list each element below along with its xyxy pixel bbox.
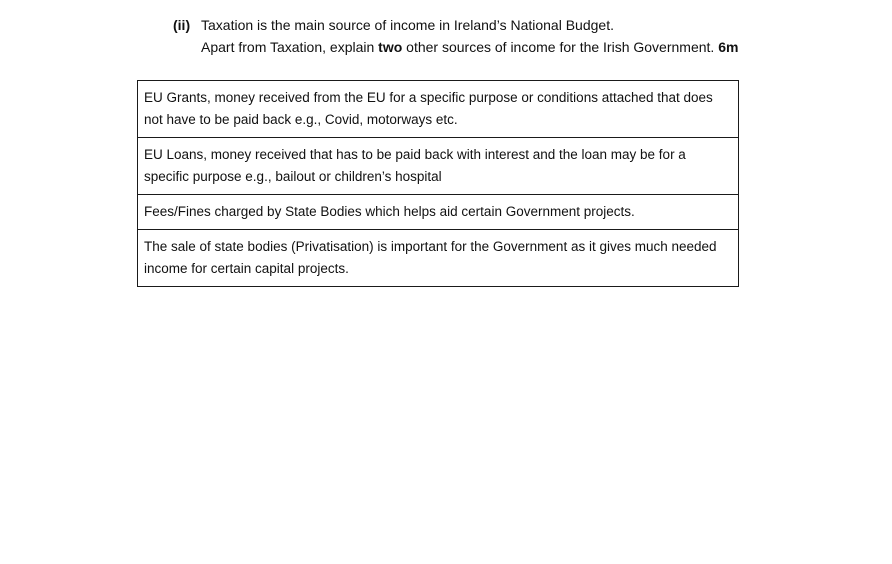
answer-row-eu-grants: EU Grants, money received from the EU for a specific purpose or conditions attached that does not have to be paid back e.g., Covid, motorways etc. [144, 90, 713, 127]
question-text-suffix: other sources of income for the Irish Government. [402, 39, 719, 55]
question-text-line1: Taxation is the main source of income in Ireland’s National Budget. [201, 17, 614, 33]
answer-row-fees-fines: Fees/Fines charged by State Bodies which helps aid certain Government projects. [138, 194, 738, 229]
answer-table [137, 80, 739, 287]
answer-row-eu-loans: EU Loans, money received that has to be paid back with interest and the loan may be for a specific purpose e.g., bailout or children’s hospital [138, 137, 738, 194]
question-emphasis: two [378, 39, 403, 55]
question-text-prefix: Apart from Taxation, explain [201, 39, 379, 55]
answer-row-privatisation: The sale of state bodies (Privatisation) is important for the Government as it gives much needed income for certain capital projects. [138, 229, 738, 286]
question-marks: 6m [718, 39, 739, 55]
question-number: (ii) [173, 17, 191, 33]
question-text-line2 [201, 36, 738, 58]
